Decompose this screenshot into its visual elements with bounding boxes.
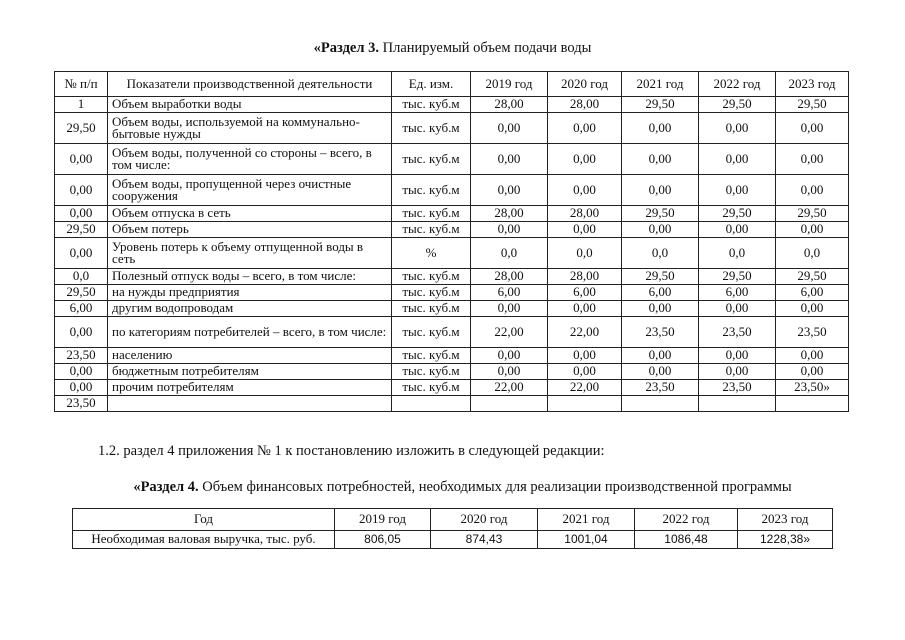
section4-title [0,479,905,496]
indicator-cell: Полезный отпуск воды – всего, в том числе: [108,269,392,285]
table-row [55,222,849,238]
column-header: 2023 год [738,509,833,531]
section4-title-rest: Объем финансовых потребностей, необходимых для реализации производственной программы [198,479,792,495]
value-cell: 29,50 [622,269,699,285]
table-header-row [73,509,833,531]
value-cell: 6,00 [471,285,548,301]
column-header: 2019 год [471,72,548,97]
table-row [55,238,849,269]
row-number-cell: 0,0 [55,269,108,285]
indicator-cell: Объем воды, используемой на коммунально-бытовые нужды [108,113,392,144]
value-cell: 28,00 [471,97,548,113]
indicator-cell: другим водопроводам [108,301,392,317]
value-cell: 0,0 [471,238,548,269]
value-cell: 0,00 [699,175,776,206]
value-cell: 28,00 [548,97,622,113]
value-cell: 23,50 [699,317,776,348]
value-cell: 6,00 [776,285,849,301]
value-cell: 0,0 [548,238,622,269]
value-cell: 0,00 [622,144,699,175]
column-header: 2022 год [699,72,776,97]
unit-cell: тыс. куб.м [392,380,471,396]
value-cell: 23,50 [622,380,699,396]
row-number-cell: 6,00 [55,301,108,317]
value-cell: 6,00 [622,285,699,301]
indicator-cell: Объем воды, полученной со стороны – всего, в том числе: [108,144,392,175]
row-number-cell: 0,00 [55,317,108,348]
indicator-cell: Объем выработки воды [108,97,392,113]
value-cell: 0,0 [622,238,699,269]
indicator-cell: по категориям потребителей – всего, в том числе: [108,317,392,348]
section3-title-rest: Планируемый объем подачи воды [378,40,592,56]
table-row [55,175,849,206]
column-header: 2019 год [335,509,431,531]
column-header: Год [73,509,335,531]
value-cell: 0,00 [776,222,849,238]
table-body [55,97,849,412]
indicator-cell: Уровень потерь к объему отпущенной воды в сеть [108,238,392,269]
row-number-cell: 1 [55,97,108,113]
value-cell: 29,50 [699,97,776,113]
section3-title-bold: «Раздел 3. [313,40,379,56]
value-cell: 6,00 [699,285,776,301]
unit-cell: тыс. куб.м [392,301,471,317]
table-row [55,97,849,113]
value-cell [699,396,776,412]
value-cell: 0,00 [699,144,776,175]
row-number-cell: 0,00 [55,144,108,175]
value-cell: 0,0 [699,238,776,269]
value-cell: 0,00 [622,175,699,206]
unit-cell [392,396,471,412]
value-cell: 0,00 [699,301,776,317]
column-header: 2023 год [776,72,849,97]
table-row [73,531,833,549]
value-cell: 1001,04 [538,531,635,549]
unit-cell: тыс. куб.м [392,206,471,222]
unit-cell: % [392,238,471,269]
unit-cell: тыс. куб.м [392,269,471,285]
instruction-paragraph: 1.2. раздел 4 приложения № 1 к постановлению изложить в следующей редакции: [98,443,605,459]
financial-needs-table [72,508,833,549]
table-row [55,113,849,144]
value-cell: 0,00 [548,348,622,364]
table-row [55,380,849,396]
value-cell: 0,00 [471,364,548,380]
indicator-cell: на нужды предприятия [108,285,392,301]
value-cell: 1086,48 [635,531,738,549]
value-cell: 0,00 [699,222,776,238]
value-cell: 0,00 [622,113,699,144]
value-cell: 0,00 [622,348,699,364]
row-number-cell: 29,50 [55,222,108,238]
value-cell: 22,00 [471,317,548,348]
column-header: № п/п [55,72,108,97]
indicator-cell [108,396,392,412]
value-cell [548,396,622,412]
value-cell: 29,50 [622,97,699,113]
value-cell: 0,00 [548,113,622,144]
value-cell: 0,00 [699,348,776,364]
unit-cell: тыс. куб.м [392,364,471,380]
row-number-cell: 0,00 [55,206,108,222]
value-cell: 0,00 [471,222,548,238]
indicator-cell: бюджетным потребителям [108,364,392,380]
value-cell: 0,00 [471,348,548,364]
value-cell: 0,00 [776,364,849,380]
value-cell: 0,00 [776,144,849,175]
table-row [55,285,849,301]
value-cell: 6,00 [548,285,622,301]
column-header: 2021 год [538,509,635,531]
row-number-cell: 0,00 [55,238,108,269]
value-cell: 806,05 [335,531,431,549]
unit-cell: тыс. куб.м [392,222,471,238]
value-cell: 0,00 [776,301,849,317]
table-header-row [55,72,849,97]
value-cell: 0,00 [776,175,849,206]
column-header: 2021 год [622,72,699,97]
section4-title-bold: «Раздел 4. [133,479,199,495]
value-cell: 0,00 [548,364,622,380]
value-cell: 0,0 [776,238,849,269]
row-number-cell: 23,50 [55,396,108,412]
row-number-cell: 0,00 [55,175,108,206]
value-cell: 22,00 [548,380,622,396]
row-label-cell: Необходимая валовая выручка, тыс. руб. [73,531,335,549]
value-cell: 0,00 [776,348,849,364]
row-number-cell: 29,50 [55,285,108,301]
value-cell: 0,00 [622,364,699,380]
table-row [55,269,849,285]
value-cell [622,396,699,412]
value-cell: 29,50 [776,97,849,113]
unit-cell: тыс. куб.м [392,348,471,364]
value-cell: 0,00 [776,113,849,144]
value-cell [776,396,849,412]
table-row [55,144,849,175]
value-cell: 0,00 [471,113,548,144]
section3-title [0,40,905,57]
value-cell: 29,50 [699,269,776,285]
value-cell: 28,00 [548,269,622,285]
row-number-cell: 23,50 [55,348,108,364]
column-header: Ед. изм. [392,72,471,97]
value-cell: 29,50 [622,206,699,222]
value-cell: 0,00 [548,144,622,175]
row-number-cell: 0,00 [55,380,108,396]
value-cell: 0,00 [699,113,776,144]
row-number-cell: 0,00 [55,364,108,380]
column-header: 2020 год [548,72,622,97]
value-cell: 0,00 [699,364,776,380]
value-cell: 0,00 [548,222,622,238]
table-row [55,396,849,412]
value-cell: 22,00 [548,317,622,348]
column-header: 2020 год [431,509,538,531]
value-cell: 0,00 [548,175,622,206]
value-cell: 1228,38» [738,531,833,549]
table-row [55,317,849,348]
indicator-cell: населению [108,348,392,364]
value-cell: 23,50 [776,317,849,348]
value-cell: 0,00 [622,301,699,317]
unit-cell: тыс. куб.м [392,97,471,113]
unit-cell: тыс. куб.м [392,144,471,175]
table-row [55,301,849,317]
value-cell: 0,00 [471,301,548,317]
table-row [55,206,849,222]
value-cell: 0,00 [471,175,548,206]
unit-cell: тыс. куб.м [392,175,471,206]
value-cell: 28,00 [471,206,548,222]
table-row [55,364,849,380]
indicator-cell: Объем воды, пропущенной через очистные сооружения [108,175,392,206]
column-header: 2022 год [635,509,738,531]
value-cell: 28,00 [471,269,548,285]
table-row [55,348,849,364]
indicator-cell: Объем отпуска в сеть [108,206,392,222]
value-cell: 23,50 [699,380,776,396]
value-cell [471,396,548,412]
value-cell: 28,00 [548,206,622,222]
value-cell: 0,00 [471,144,548,175]
unit-cell: тыс. куб.м [392,285,471,301]
value-cell: 23,50 [622,317,699,348]
water-supply-table [54,71,849,412]
value-cell: 22,00 [471,380,548,396]
column-header: Показатели производственной деятельности [108,72,392,97]
value-cell: 23,50» [776,380,849,396]
value-cell: 0,00 [548,301,622,317]
value-cell: 29,50 [776,206,849,222]
indicator-cell: Объем потерь [108,222,392,238]
row-number-cell: 29,50 [55,113,108,144]
unit-cell: тыс. куб.м [392,317,471,348]
unit-cell: тыс. куб.м [392,113,471,144]
value-cell: 0,00 [622,222,699,238]
value-cell: 874,43 [431,531,538,549]
indicator-cell: прочим потребителям [108,380,392,396]
value-cell: 29,50 [776,269,849,285]
value-cell: 29,50 [699,206,776,222]
